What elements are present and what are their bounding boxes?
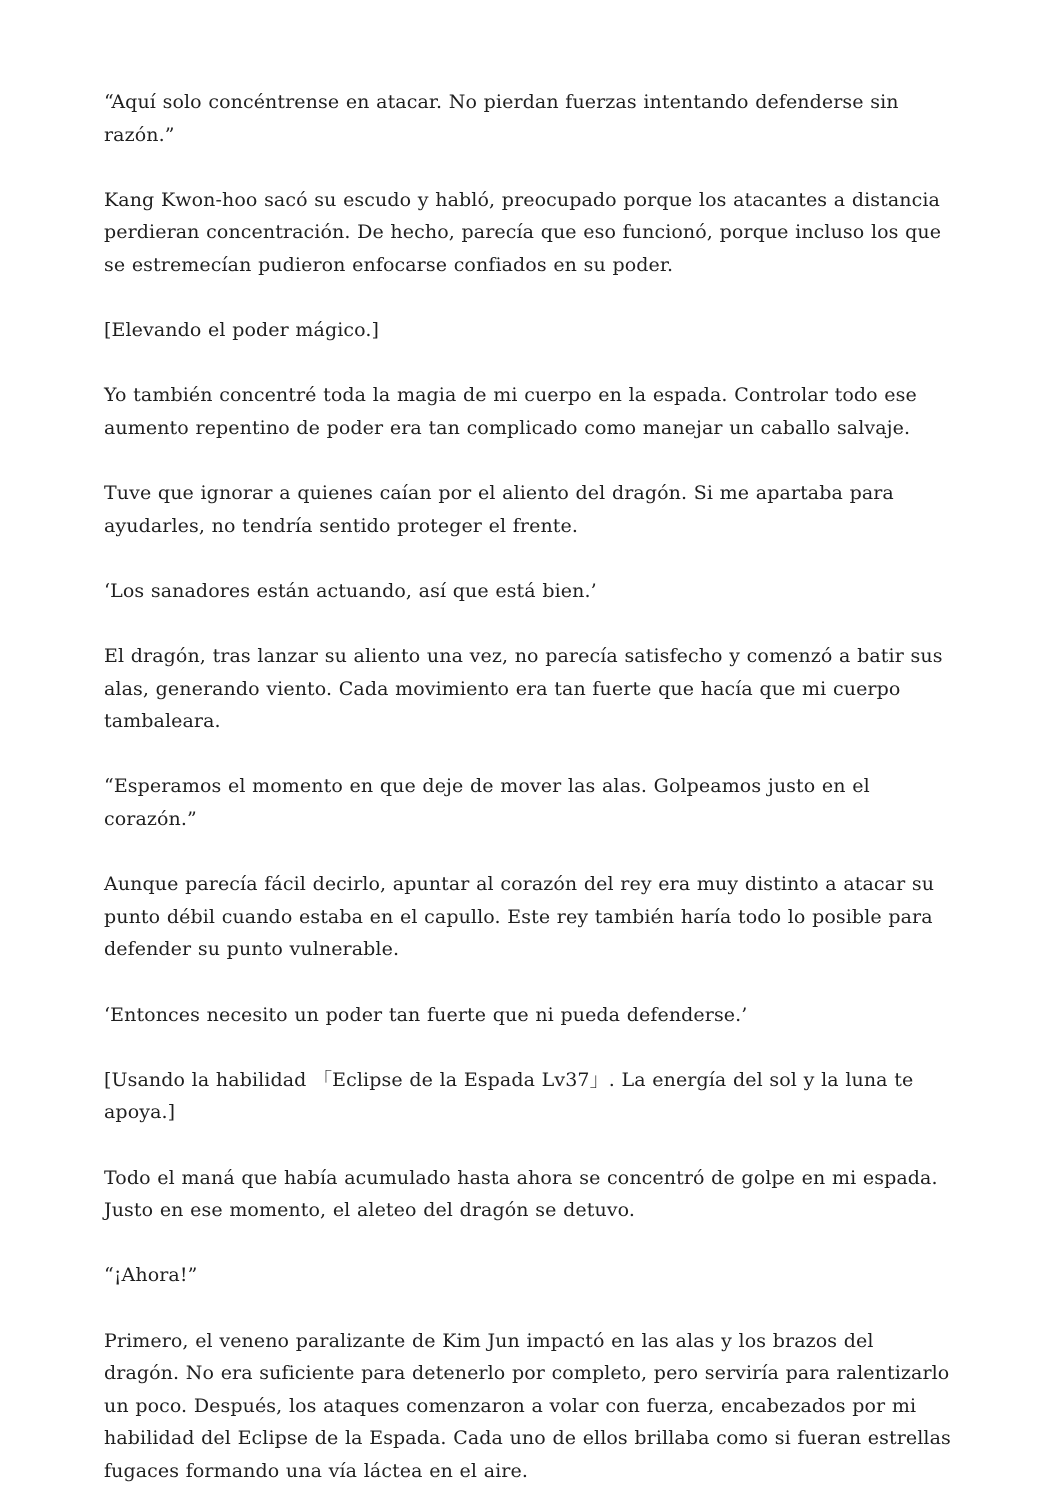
paragraph-5: Tuve que ignorar a quienes caían por el aliento del dragón. Si me apartaba para ayudarles, no tendría sentido proteger el frente. [104, 482, 894, 537]
paragraph-12: Todo el maná que había acumulado hasta ahora se concentró de golpe en mi espada. Justo en ese momento, el aleteo del dragón se detuvo. [104, 1166, 938, 1222]
paragraph-2: Kang Kwon-hoo sacó su escudo y habló, preocupado porque los atacantes a distancia perdieran concentración. De hecho, parecía que eso funcionó, porque incluso los que se estremecían pudieron enfocarse confiados en su poder. [104, 188, 942, 276]
paragraph-9: Aunque parecía fácil decirlo, apuntar al corazón del rey era muy distinto a atacar su punto débil cuando estaba en el capullo. Este rey también haría todo lo posible para defender su punto vulnerable. [104, 873, 935, 961]
document-body [104, 86, 954, 1488]
paragraph-3: [Elevando el poder mágico.] [104, 319, 380, 342]
paragraph-8: “Esperamos el momento en que deje de mover las alas. Golpeamos justo en el corazón.” [104, 775, 870, 831]
paragraph-13: “¡Ahora!” [104, 1264, 198, 1287]
paragraph-11: [Usando la habilidad 「Eclipse de la Espada Lv37」. La energía del sol y la luna te apoya.] [104, 1068, 914, 1124]
paragraph-7: El dragón, tras lanzar su aliento una vez, no parecía satisfecho y comenzó a batir sus alas, generando viento. Cada movimiento era tan fuerte que hacía que mi cuerpo tambaleara. [104, 645, 943, 733]
paragraph-4: Yo también concentré toda la magia de mi cuerpo en la espada. Controlar todo ese aumento repentino de poder era tan complicado como manejar un caballo salvaje. [104, 384, 917, 439]
paragraph-1: “Aquí solo concéntrense en atacar. No pierdan fuerzas intentando defenderse sin razón.” [104, 91, 899, 146]
paragraph-10: ‘Entonces necesito un poder tan fuerte que ni pueda defenderse.’ [104, 1003, 748, 1026]
paragraph-14: Primero, el veneno paralizante de Kim Jun impactó en las alas y los brazos del dragón. No era suficiente para detenerlo por completo, pero serviría para ralentizarlo un poco. Después, los ataques comenzaron a volar con fuerza, encabezados por mi habilidad del Eclipse de la Espada. Cada uno de ellos brillaba como si fueran estrellas fugaces formando una vía láctea en el aire. [104, 1329, 951, 1482]
paragraph-6: ‘Los sanadores están actuando, así que está bien.’ [104, 579, 597, 602]
